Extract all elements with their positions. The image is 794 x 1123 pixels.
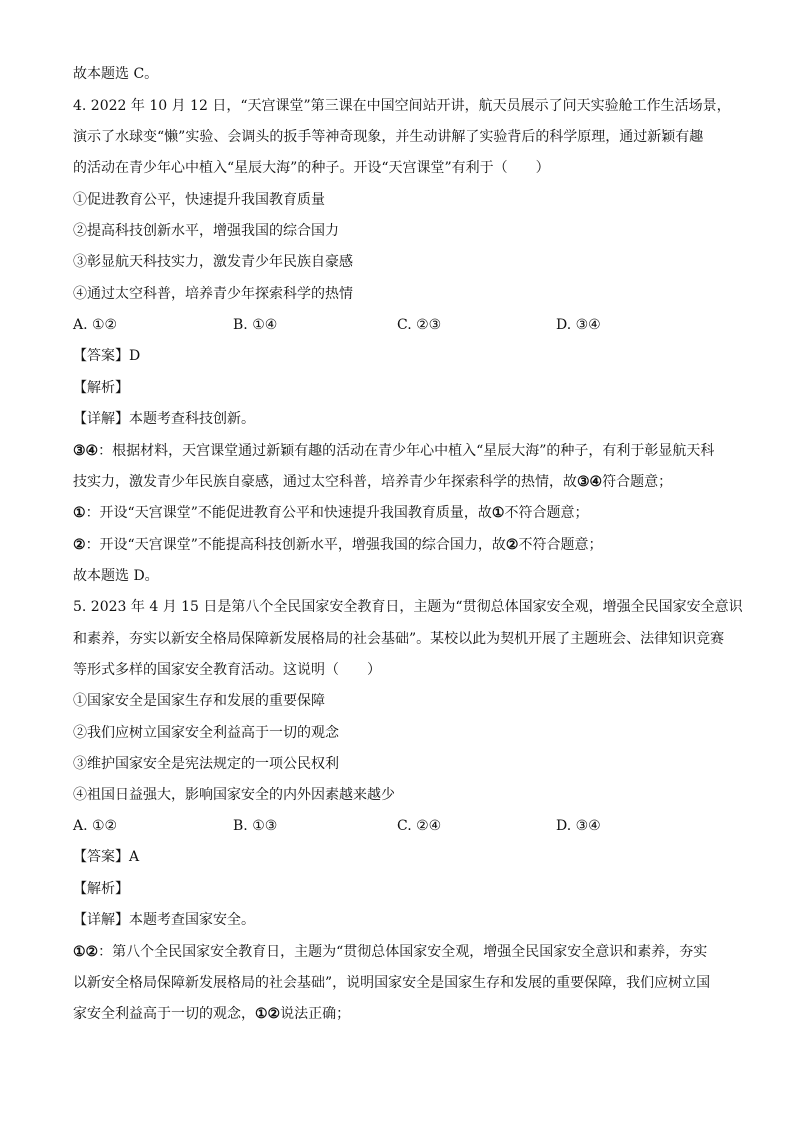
q4-explanation-1-line-1 [73,441,733,461]
q4-stem-line-3: 的活动在青少年心中植入“星辰大海”的种子。开设“天宫课堂”有利于（ ） [73,160,550,176]
q5-detail [73,910,733,930]
explanation-text: 家安全利益高于一切的观念， [73,1006,255,1022]
explanation-mark: ② [73,537,86,553]
q5-answer [73,847,733,867]
q5-option-b: B. ①③ [233,818,278,834]
q5-stem-line-3: 等形式多样的国家安全教育活动。这说明（ ） [73,662,381,678]
q5-item-3: ③维护国家安全是宪法规定的一项公民权利 [73,756,339,772]
q3-conclusion: 故本题选 C。 [73,66,159,82]
explanation-mark: ① [73,505,86,521]
q4-item-3: ③彰显航天科技实力，激发青少年民族自豪感 [73,254,353,270]
q4-detail [73,409,733,429]
q5-stem-line-1: 5. 2023 年 4 月 15 日是第八个全民国家安全教育日，主题为“贯彻总体国家安全观，增强全民国家安全意识 [73,599,743,615]
q5-explanation-1-line-1 [73,942,733,962]
q4-explanation-3 [73,535,733,555]
answer-tag: 【答案】 [73,849,129,865]
q5-item-4: ④祖国日益强大，影响国家安全的内外因素越来越少 [73,787,395,803]
q5-stem-line-2: 和素养，夯实以新安全格局保障新发展格局的社会基础”。某校以此为契机开展了主题班会、法律知识竞赛 [73,631,725,647]
q5-item-2: ②我们应树立国家安全利益高于一切的观念 [73,725,339,741]
explanation-mark: ① [491,505,505,521]
explanation-text: 不符合题意； [518,537,603,553]
q5-analysis-tag: 【解析】 [73,881,129,897]
explanation-mark: ③④ [73,443,99,459]
explanation-text: 说法正确； [280,1006,351,1022]
q4-conclusion: 故本题选 D。 [73,568,159,584]
q4-option-a: A. ①② [73,317,118,333]
explanation-text: ：根据材料，天宫课堂通过新颖有趣的活动在青少年心中植入“星辰大海”的种子，有利于彰显航天科 [98,443,715,459]
q4-item-4: ④通过太空科普，培养青少年探索科学的热情 [73,286,353,302]
explanation-text: 符合题意； [602,474,673,490]
q4-item-1: ①促进教育公平，快速提升我国教育质量 [73,192,325,208]
q5-explanation-1-line-2: 以新安全格局保障新发展格局的社会基础”，说明国家安全是国家生存和发展的重要保障，我们应树立国 [73,975,711,991]
explanation-text: ：第八个全民国家安全教育日，主题为“贯彻总体国家安全观，增强全民国家安全意识和素养，夯实 [98,944,708,960]
explanation-text: ：开设“天宫课堂”不能提高科技创新水平，增强我国的综合国力，故 [85,537,506,553]
answer-value: A [129,849,140,865]
q5-item-1: ①国家安全是国家生存和发展的重要保障 [73,693,325,709]
explanation-text: ：开设“天宫课堂”不能促进教育公平和快速提升我国教育质量，故 [85,505,492,521]
q4-stem-line-2: 演示了水球变“懒”实验、会调头的扳手等神奇现象，并生动讲解了实验背后的科学原理，通过新颖有趣 [73,129,704,145]
explanation-mark: ①② [255,1006,281,1022]
answer-value: D [129,348,141,364]
explanation-mark: ② [505,537,519,553]
explanation-mark: ①② [73,944,99,960]
q5-option-c: C. ②④ [397,818,442,834]
detail-tag: 【详解】 [73,912,129,928]
q4-explanation-2 [73,503,733,523]
q5-explanation-1-line-3 [73,1004,733,1024]
explanation-text: 不符合题意； [504,505,589,521]
detail-tag: 【详解】 [73,411,129,427]
explanation-mark: ③④ [577,474,603,490]
q4-stem-line-1: 4. 2022 年 10 月 12 日，“天宫课堂”第三课在中国空间站开讲，航天员展示了问天实验舱工作生活场景， [73,98,731,114]
detail-text: 本题考查国家安全。 [129,912,255,928]
q4-option-d: D. ③④ [556,317,601,333]
explanation-text: 技实力，激发青少年民族自豪感，通过太空科普，培养青少年探索科学的热情，故 [73,474,577,490]
q5-option-a: A. ①② [73,818,118,834]
q4-answer [73,346,733,366]
answer-tag: 【答案】 [73,348,129,364]
q4-analysis-tag: 【解析】 [73,380,129,396]
q5-option-d: D. ③④ [556,818,601,834]
q4-option-c: C. ②③ [397,317,442,333]
q4-explanation-1-line-2 [73,472,733,492]
q4-item-2: ②提高科技创新水平，增强我国的综合国力 [73,223,339,239]
q4-option-b: B. ①④ [233,317,278,333]
detail-text: 本题考查科技创新。 [129,411,255,427]
